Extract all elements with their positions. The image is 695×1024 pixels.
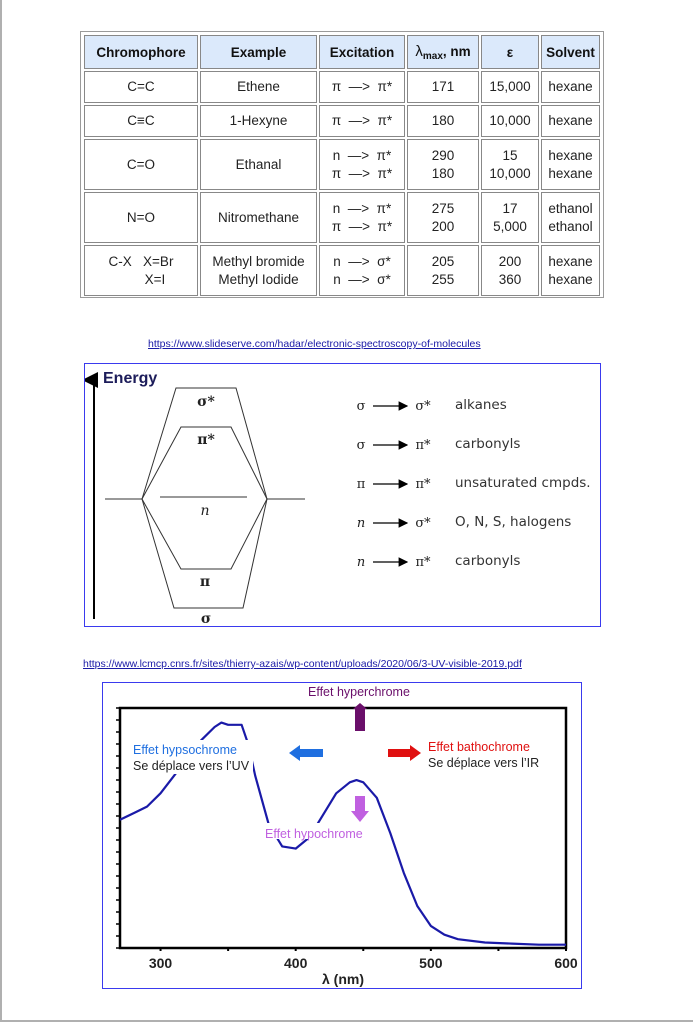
excitation-value: π —> π* [331,218,393,234]
epsilon-value: 17 [502,200,518,216]
epsilon-value: 5,000 [493,218,527,234]
lambda-value: 200 [431,218,455,234]
lambda-value: 255 [431,271,455,287]
epsilon-value: 15 [502,147,518,163]
table-row [84,71,600,103]
header-excitation: Excitation [319,35,405,69]
cell-lambda [407,71,479,103]
chromophore-value: X=I [144,271,166,287]
excitation-value: n —> π* [332,147,392,163]
solvent-value: hexane [548,113,593,128]
example-value: Methyl Iodide [218,271,299,287]
cell-excitation [319,192,405,243]
cell-epsilon [481,105,539,137]
example-value: Methyl bromide [212,253,305,269]
x-tick-label: 400 [284,955,308,971]
table-row [84,245,600,296]
header-lambda-max [407,35,479,69]
cell-solvent [541,192,600,243]
cell-chromophore [84,139,198,190]
lambda-value: 171 [431,79,455,94]
header-solvent: Solvent [541,35,600,69]
chromophore-value: N=O [126,209,156,225]
bathochrome-arrow-icon [388,745,421,761]
cell-solvent [541,105,600,137]
example-value: Ethene [237,79,280,94]
solvent-value: hexane [548,253,593,269]
hypsochrome-label: Effet hypsochrome [133,743,237,757]
solvent-value: hexane [548,165,593,181]
cell-example [200,139,317,190]
cell-epsilon [481,139,539,190]
chromophore-value: C=C [127,79,155,94]
transition-label: carbonyls [455,436,521,452]
transition-from: σ [356,399,366,414]
cell-excitation [319,105,405,137]
cell-excitation [319,71,405,103]
transition-to: π* [415,438,431,453]
sigma-label: σ [200,611,212,625]
hypochrome-label: Effet hypochrome [265,827,363,841]
cell-solvent [541,71,600,103]
chromophore-table [80,31,604,298]
example-value: Nitromethane [217,209,300,225]
transition-to: π* [415,477,431,492]
epsilon-value: 10,000 [489,113,531,128]
cell-lambda [407,139,479,190]
excitation-value: n —> π* [332,200,392,216]
cell-chromophore [84,192,198,243]
chromophore-value: C-X X=Br [108,253,174,269]
energy-level-svg [85,364,599,625]
hypsochrome-arrow-icon [289,745,323,761]
solvent-value: ethanol [548,218,593,234]
lambda-subscript: max [422,50,443,62]
lambda-value: 205 [431,253,455,269]
transition-label: carbonyls [455,553,521,569]
transition-from: σ [356,438,366,453]
table-row [84,139,600,190]
cell-lambda [407,105,479,137]
cell-example [200,71,317,103]
cell-lambda [407,245,479,296]
bathochrome-label: Effet bathochrome [428,740,530,754]
header-example: Example [200,35,317,69]
bathochrome-subtitle: Se déplace vers l’IR [428,756,540,770]
chromophore-value: C=O [126,156,156,172]
x-tick-label: 600 [554,955,578,971]
transition-to: π* [415,555,431,570]
x-tick-label: 500 [419,955,443,971]
solvent-value: hexane [548,147,593,163]
transition-label: O, N, S, halogens [455,514,572,530]
transition-label: unsaturated cmpds. [455,475,591,491]
cell-chromophore [84,71,198,103]
cell-chromophore [84,105,198,137]
x-axis-label: λ (nm) [322,971,364,987]
cell-excitation [319,139,405,190]
cell-chromophore [84,245,198,296]
excitation-value: π —> π* [331,113,393,128]
excitation-value: π —> π* [331,79,393,94]
solvent-value: hexane [548,271,593,287]
example-value: 1-Hexyne [229,113,288,128]
table-row [84,105,600,137]
cell-epsilon [481,192,539,243]
cell-epsilon [481,245,539,296]
example-value: Ethanal [235,156,282,172]
hyperchrome-arrow-icon [353,703,367,731]
transition-label: alkanes [455,397,507,413]
hyperchrome-label: Effet hyperchrome [308,685,410,699]
chromophore-value: C≡C [127,113,155,128]
source-link-slideserve[interactable]: https://www.slideserve.com/hadar/electronic-spectroscopy-of-molecules [148,338,481,350]
epsilon-value: 360 [498,271,522,287]
transition-to: σ* [415,399,431,414]
excitation-value: n —> σ* [333,271,391,287]
source-link-lcmcp[interactable]: https://www.lcmcp.cnrs.fr/sites/thierry-azais/wp-content/uploads/2020/06/3-UV-visible-2019.pdf [83,658,522,670]
energy-diagram [84,363,601,627]
transition-to: σ* [415,516,431,531]
header-chromophore: Chromophore [84,35,198,69]
pi-star-label: π* [197,432,215,448]
transition-from: n [356,516,366,531]
cell-excitation [319,245,405,296]
sigma-star-label: σ* [197,394,215,410]
lambda-unit: , nm [442,43,471,59]
table-row [84,192,600,243]
cell-example [200,245,317,296]
excitation-value: n —> σ* [333,253,391,269]
hypsochrome-subtitle: Se déplace vers l’UV [133,759,250,773]
n-label: n [200,503,210,519]
uv-visible-chart [102,682,582,989]
hypochrome-arrow-icon [351,796,369,822]
lambda-value: 180 [431,113,455,128]
epsilon-value: 10,000 [489,165,531,181]
cell-solvent [541,245,600,296]
epsilon-value: 15,000 [489,79,531,94]
x-tick-label: 300 [148,955,173,971]
cell-example [200,192,317,243]
cell-lambda [407,192,479,243]
transition-from: π [356,477,366,492]
transition-from: n [356,555,366,570]
excitation-value: π —> π* [331,165,393,181]
table-header-row [84,35,600,69]
cell-epsilon [481,71,539,103]
lambda-value: 275 [431,200,455,216]
cell-example [200,105,317,137]
pi-label: π [199,574,211,590]
energy-label: Energy [103,370,158,387]
lambda-symbol: λ [415,42,423,60]
solvent-value: ethanol [548,200,593,216]
lambda-value: 180 [431,165,455,181]
uv-chart-svg [103,683,580,987]
epsilon-value: 200 [498,253,522,269]
solvent-value: hexane [548,79,593,94]
header-epsilon: ε [481,35,539,69]
cell-solvent [541,139,600,190]
lambda-value: 290 [431,147,455,163]
